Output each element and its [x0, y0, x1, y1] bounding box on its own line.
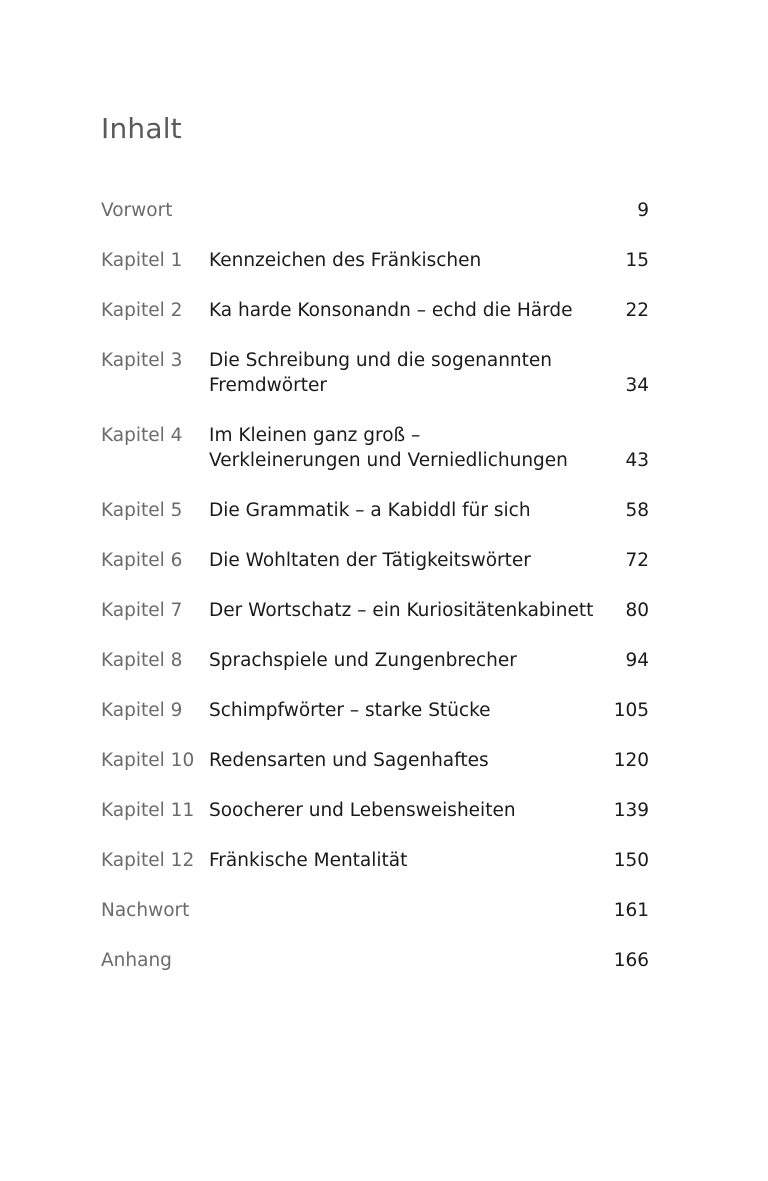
toc-entry-label: Kapitel 12 — [101, 850, 195, 871]
toc-entry — [101, 848, 649, 873]
toc-entry-title-line: Redensarten und Sagenhaftes — [209, 750, 489, 771]
toc-entry — [101, 948, 649, 973]
table-of-contents — [101, 198, 649, 998]
toc-entry-label: Nachwort — [101, 900, 190, 921]
toc-entry-label: Kapitel 6 — [101, 550, 183, 571]
toc-entry-page-number: 34 — [625, 375, 649, 396]
toc-entry — [101, 748, 649, 773]
toc-entry-title-line: Kennzeichen des Fränkischen — [209, 250, 482, 271]
toc-entry-title-line: Ka harde Konsonandn – echd die Härde — [209, 300, 573, 321]
toc-entry — [101, 298, 649, 323]
toc-entry-page-number: 166 — [613, 950, 649, 971]
toc-entry-label: Kapitel 1 — [101, 250, 183, 271]
toc-entry-title — [209, 498, 597, 523]
toc-entry-page-number: 72 — [625, 550, 649, 571]
toc-entry — [101, 248, 649, 273]
toc-entry — [101, 548, 649, 573]
toc-entry-title-line: Fränkische Mentalität — [209, 850, 408, 871]
toc-entry-label: Kapitel 10 — [101, 750, 195, 771]
toc-entry — [101, 898, 649, 923]
toc-entry-label: Kapitel 8 — [101, 650, 183, 671]
toc-entry-page-number: 22 — [625, 300, 649, 321]
toc-entry-title-line: Der Wortschatz – ein Kuriositätenkabinett — [209, 600, 594, 621]
toc-entry-label: Kapitel 11 — [101, 800, 195, 821]
toc-entry-title — [209, 598, 597, 623]
toc-entry-title — [209, 848, 597, 873]
toc-entry-label: Vorwort — [101, 200, 173, 221]
toc-entry-title-line: Schimpfwörter – starke Stücke — [209, 700, 491, 721]
toc-entry-page-number: 161 — [613, 900, 649, 921]
toc-entry-page-number: 9 — [637, 200, 649, 221]
toc-entry — [101, 198, 649, 223]
toc-entry-title-line: Die Schreibung und die sogenannten — [209, 350, 552, 371]
toc-entry-title — [209, 548, 597, 573]
toc-entry-title — [209, 248, 597, 273]
toc-entry-page-number: 139 — [613, 800, 649, 821]
toc-entry-title — [209, 698, 597, 723]
toc-entry-title-line: Verkleinerungen und Verniedlichungen — [209, 450, 568, 471]
toc-entry-page-number: 58 — [625, 500, 649, 521]
toc-entry — [101, 598, 649, 623]
toc-entry-title-line: Sprachspiele und Zungenbrecher — [209, 650, 517, 671]
toc-entry — [101, 698, 649, 723]
toc-entry-page-number: 150 — [613, 850, 649, 871]
toc-entry-page-number: 105 — [613, 700, 649, 721]
toc-entry-title — [209, 948, 597, 973]
toc-entry — [101, 498, 649, 523]
toc-entry-label: Anhang — [101, 950, 172, 971]
page-title: Inhalt — [101, 112, 182, 145]
toc-entry-title — [209, 648, 597, 673]
toc-entry-label: Kapitel 9 — [101, 700, 183, 721]
toc-entry — [101, 348, 649, 398]
toc-entry — [101, 648, 649, 673]
toc-entry-title — [209, 298, 597, 323]
toc-entry-title-line: Fremdwörter — [209, 375, 327, 396]
toc-entry-label: Kapitel 3 — [101, 350, 183, 371]
toc-entry-title — [209, 898, 597, 923]
toc-entry-title-line: Im Kleinen ganz groß – — [209, 425, 421, 446]
toc-entry-title — [209, 348, 597, 398]
toc-entry-title — [209, 198, 597, 223]
toc-entry-label: Kapitel 4 — [101, 425, 183, 446]
toc-entry-label: Kapitel 5 — [101, 500, 183, 521]
toc-entry-page-number: 94 — [625, 650, 649, 671]
toc-entry-page-number: 80 — [625, 600, 649, 621]
toc-entry-title-line: Die Grammatik – a Kabiddl für sich — [209, 500, 531, 521]
toc-entry-page-number: 43 — [625, 450, 649, 471]
toc-entry — [101, 423, 649, 473]
toc-entry — [101, 798, 649, 823]
toc-entry-page-number: 15 — [625, 250, 649, 271]
toc-entry-title — [209, 423, 597, 473]
toc-entry-title — [209, 798, 597, 823]
toc-entry-title-line: Die Wohltaten der Tätigkeitswörter — [209, 550, 531, 571]
toc-entry-label: Kapitel 7 — [101, 600, 183, 621]
toc-entry-title — [209, 748, 597, 773]
toc-entry-page-number: 120 — [613, 750, 649, 771]
toc-entry-title-line: Soocherer und Lebensweisheiten — [209, 800, 516, 821]
toc-entry-label: Kapitel 2 — [101, 300, 183, 321]
